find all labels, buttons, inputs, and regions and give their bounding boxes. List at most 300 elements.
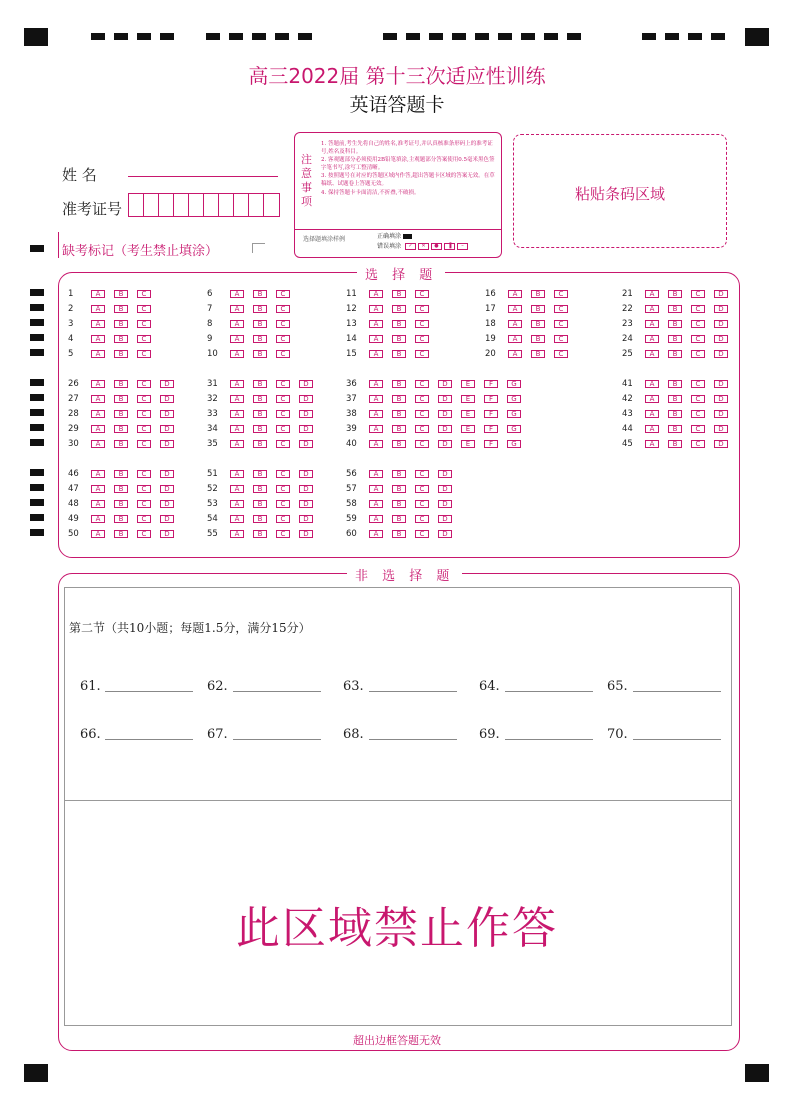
option-bubble-c[interactable]: C bbox=[137, 515, 151, 523]
side-timing-mark bbox=[30, 349, 44, 356]
option-bubble-d[interactable]: D bbox=[299, 440, 313, 448]
option-bubble-g[interactable]: G bbox=[507, 440, 521, 448]
option-bubble-a[interactable]: A bbox=[645, 425, 659, 433]
option-bubble-g[interactable]: G bbox=[507, 380, 521, 388]
option-bubble-d[interactable]: D bbox=[438, 485, 452, 493]
dot-mark-icon: ● bbox=[431, 243, 442, 250]
option-bubble-c[interactable]: C bbox=[415, 530, 429, 538]
top-timing-mark bbox=[137, 33, 151, 40]
option-bubble-c[interactable]: C bbox=[415, 335, 429, 343]
option-bubble-b[interactable]: B bbox=[114, 320, 128, 328]
option-bubble-a[interactable]: A bbox=[369, 425, 383, 433]
question-number: 38 bbox=[346, 409, 357, 419]
option-bubble-a[interactable]: A bbox=[230, 350, 244, 358]
option-bubble-d[interactable]: D bbox=[714, 395, 728, 403]
option-bubble-c[interactable]: C bbox=[415, 485, 429, 493]
option-bubble-b[interactable]: B bbox=[253, 290, 267, 298]
name-label: 姓 名 bbox=[62, 166, 97, 184]
option-bubble-b[interactable]: B bbox=[668, 320, 682, 328]
option-bubble-b[interactable]: B bbox=[668, 350, 682, 358]
option-bubble-c[interactable]: C bbox=[276, 425, 290, 433]
option-bubble-a[interactable]: A bbox=[230, 515, 244, 523]
option-bubble-g[interactable]: G bbox=[507, 425, 521, 433]
option-bubble-a[interactable]: A bbox=[369, 485, 383, 493]
question-number: 23 bbox=[622, 319, 633, 329]
option-bubble-c[interactable]: C bbox=[137, 485, 151, 493]
option-bubble-b[interactable]: B bbox=[531, 350, 545, 358]
option-bubble-b[interactable]: B bbox=[114, 395, 128, 403]
option-bubble-a[interactable]: A bbox=[91, 395, 105, 403]
check-mark-icon: ✓ bbox=[405, 243, 416, 250]
side-timing-mark bbox=[30, 484, 44, 491]
option-bubble-b[interactable]: B bbox=[392, 440, 406, 448]
option-bubble-b[interactable]: B bbox=[114, 440, 128, 448]
option-bubble-d[interactable]: D bbox=[160, 515, 174, 523]
blank-answer-line[interactable] bbox=[233, 739, 321, 740]
option-bubble-c[interactable]: C bbox=[276, 515, 290, 523]
question-number: 26 bbox=[68, 379, 79, 389]
barcode-area bbox=[513, 134, 727, 248]
question-number: 51 bbox=[207, 469, 218, 479]
option-bubble-e[interactable]: E bbox=[461, 380, 475, 388]
card-subtitle: 英语答题卡 bbox=[349, 94, 445, 116]
option-bubble-b[interactable]: B bbox=[392, 530, 406, 538]
option-bubble-a[interactable]: A bbox=[91, 530, 105, 538]
option-bubble-d[interactable]: D bbox=[160, 530, 174, 538]
top-timing-mark bbox=[229, 33, 243, 40]
option-bubble-d[interactable]: D bbox=[714, 320, 728, 328]
option-bubble-a[interactable]: A bbox=[230, 290, 244, 298]
option-bubble-b[interactable]: B bbox=[253, 440, 267, 448]
option-bubble-a[interactable]: A bbox=[369, 350, 383, 358]
option-bubble-b[interactable]: B bbox=[114, 410, 128, 418]
option-bubble-c[interactable]: C bbox=[137, 320, 151, 328]
option-bubble-c[interactable]: C bbox=[137, 410, 151, 418]
blank-answer-line[interactable] bbox=[505, 739, 593, 740]
option-bubble-b[interactable]: B bbox=[253, 425, 267, 433]
option-bubble-c[interactable]: C bbox=[276, 410, 290, 418]
option-bubble-d[interactable]: D bbox=[714, 440, 728, 448]
option-bubble-b[interactable]: B bbox=[253, 350, 267, 358]
blank-answer-line[interactable] bbox=[505, 691, 593, 692]
option-bubble-d[interactable]: D bbox=[714, 425, 728, 433]
question-number: 43 bbox=[622, 409, 633, 419]
option-bubble-c[interactable]: C bbox=[691, 350, 705, 358]
option-bubble-a[interactable]: A bbox=[369, 440, 383, 448]
side-timing-mark bbox=[30, 334, 44, 341]
option-bubble-b[interactable]: B bbox=[253, 410, 267, 418]
side-timing-mark bbox=[30, 379, 44, 386]
option-bubble-b[interactable]: B bbox=[392, 335, 406, 343]
option-bubble-d[interactable]: D bbox=[299, 530, 313, 538]
option-bubble-a[interactable]: A bbox=[230, 410, 244, 418]
option-bubble-b[interactable]: B bbox=[392, 515, 406, 523]
option-bubble-d[interactable]: D bbox=[299, 470, 313, 478]
blank-answer-line[interactable] bbox=[105, 739, 193, 740]
corner-mark bbox=[24, 28, 48, 46]
option-bubble-b[interactable]: B bbox=[114, 425, 128, 433]
option-bubble-d[interactable]: D bbox=[714, 305, 728, 313]
option-bubble-a[interactable]: A bbox=[91, 485, 105, 493]
option-bubble-a[interactable]: A bbox=[369, 410, 383, 418]
option-bubble-b[interactable]: B bbox=[114, 515, 128, 523]
option-bubble-c[interactable]: C bbox=[137, 350, 151, 358]
question-number: 50 bbox=[68, 529, 79, 539]
option-bubble-c[interactable]: C bbox=[276, 320, 290, 328]
option-bubble-c[interactable]: C bbox=[276, 350, 290, 358]
option-bubble-c[interactable]: C bbox=[415, 410, 429, 418]
top-timing-mark bbox=[521, 33, 535, 40]
option-bubble-d[interactable]: D bbox=[160, 440, 174, 448]
option-bubble-c[interactable]: C bbox=[276, 335, 290, 343]
option-bubble-b[interactable]: B bbox=[253, 320, 267, 328]
option-bubble-c[interactable]: C bbox=[415, 320, 429, 328]
option-bubble-b[interactable]: B bbox=[253, 470, 267, 478]
option-bubble-d[interactable]: D bbox=[160, 410, 174, 418]
option-bubble-b[interactable]: B bbox=[531, 335, 545, 343]
top-timing-mark bbox=[114, 33, 128, 40]
option-bubble-b[interactable]: B bbox=[531, 305, 545, 313]
option-bubble-d[interactable]: D bbox=[714, 290, 728, 298]
side-timing-mark bbox=[30, 499, 44, 506]
option-bubble-c[interactable]: C bbox=[554, 320, 568, 328]
option-bubble-c[interactable]: C bbox=[137, 305, 151, 313]
option-bubble-c[interactable]: C bbox=[276, 470, 290, 478]
option-bubble-c[interactable]: C bbox=[691, 290, 705, 298]
side-timing-mark bbox=[30, 304, 44, 311]
option-bubble-c[interactable]: C bbox=[137, 425, 151, 433]
option-bubble-a[interactable]: A bbox=[230, 320, 244, 328]
option-bubble-d[interactable]: D bbox=[714, 410, 728, 418]
option-bubble-d[interactable]: D bbox=[160, 380, 174, 388]
option-bubble-c[interactable]: C bbox=[691, 335, 705, 343]
question-number: 45 bbox=[622, 439, 633, 449]
option-bubble-a[interactable]: A bbox=[369, 470, 383, 478]
question-number: 57 bbox=[346, 484, 357, 494]
option-bubble-e[interactable]: E bbox=[461, 395, 475, 403]
option-bubble-b[interactable]: B bbox=[392, 350, 406, 358]
option-bubble-c[interactable]: C bbox=[276, 290, 290, 298]
option-bubble-a[interactable]: A bbox=[645, 335, 659, 343]
option-bubble-f[interactable]: F bbox=[484, 425, 498, 433]
option-bubble-a[interactable]: A bbox=[508, 305, 522, 313]
option-bubble-c[interactable]: C bbox=[137, 395, 151, 403]
corner-mark bbox=[745, 1064, 769, 1082]
option-bubble-a[interactable]: A bbox=[91, 380, 105, 388]
option-bubble-b[interactable]: B bbox=[253, 515, 267, 523]
option-bubble-a[interactable]: A bbox=[230, 470, 244, 478]
option-bubble-a[interactable]: A bbox=[369, 500, 383, 508]
option-bubble-c[interactable]: C bbox=[691, 320, 705, 328]
option-bubble-c[interactable]: C bbox=[276, 500, 290, 508]
option-bubble-e[interactable]: E bbox=[461, 425, 475, 433]
option-bubble-c[interactable]: C bbox=[415, 470, 429, 478]
question-number: 40 bbox=[346, 439, 357, 449]
option-bubble-c[interactable]: C bbox=[691, 305, 705, 313]
option-bubble-a[interactable]: A bbox=[369, 320, 383, 328]
option-bubble-c[interactable]: C bbox=[554, 305, 568, 313]
option-bubble-a[interactable]: A bbox=[91, 410, 105, 418]
option-bubble-d[interactable]: D bbox=[299, 380, 313, 388]
option-bubble-c[interactable]: C bbox=[137, 500, 151, 508]
option-bubble-b[interactable]: B bbox=[253, 335, 267, 343]
option-bubble-d[interactable]: D bbox=[160, 485, 174, 493]
question-number: 7 bbox=[207, 304, 213, 314]
option-bubble-c[interactable]: C bbox=[415, 440, 429, 448]
option-bubble-f[interactable]: F bbox=[484, 410, 498, 418]
blank-answer-line[interactable] bbox=[369, 691, 457, 692]
option-bubble-c[interactable]: C bbox=[415, 500, 429, 508]
blank-answer-line[interactable] bbox=[633, 691, 721, 692]
option-bubble-a[interactable]: A bbox=[230, 395, 244, 403]
question-number: 28 bbox=[68, 409, 79, 419]
option-bubble-c[interactable]: C bbox=[415, 425, 429, 433]
top-timing-mark bbox=[406, 33, 420, 40]
option-bubble-b[interactable]: B bbox=[668, 425, 682, 433]
option-bubble-b[interactable]: B bbox=[114, 485, 128, 493]
option-bubble-b[interactable]: B bbox=[253, 485, 267, 493]
option-bubble-b[interactable]: B bbox=[531, 320, 545, 328]
option-bubble-c[interactable]: C bbox=[554, 350, 568, 358]
option-bubble-b[interactable]: B bbox=[392, 500, 406, 508]
option-bubble-d[interactable]: D bbox=[160, 425, 174, 433]
option-bubble-d[interactable]: D bbox=[438, 470, 452, 478]
option-bubble-b[interactable]: B bbox=[392, 485, 406, 493]
blank-number: 65. bbox=[607, 679, 628, 694]
option-bubble-d[interactable]: D bbox=[438, 425, 452, 433]
option-bubble-c[interactable]: C bbox=[276, 305, 290, 313]
option-bubble-a[interactable]: A bbox=[645, 395, 659, 403]
option-bubble-a[interactable]: A bbox=[91, 290, 105, 298]
option-bubble-b[interactable]: B bbox=[253, 380, 267, 388]
option-bubble-a[interactable]: A bbox=[645, 290, 659, 298]
option-bubble-a[interactable]: A bbox=[369, 335, 383, 343]
option-bubble-a[interactable]: A bbox=[369, 305, 383, 313]
option-bubble-c[interactable]: C bbox=[691, 380, 705, 388]
option-bubble-f[interactable]: F bbox=[484, 380, 498, 388]
option-bubble-b[interactable]: B bbox=[392, 410, 406, 418]
option-bubble-b[interactable]: B bbox=[392, 305, 406, 313]
option-bubble-a[interactable]: A bbox=[645, 380, 659, 388]
option-bubble-c[interactable]: C bbox=[691, 440, 705, 448]
name-field[interactable] bbox=[128, 176, 278, 177]
option-bubble-b[interactable]: B bbox=[114, 290, 128, 298]
option-bubble-c[interactable]: C bbox=[137, 380, 151, 388]
option-bubble-d[interactable]: D bbox=[438, 530, 452, 538]
option-bubble-a[interactable]: A bbox=[91, 470, 105, 478]
option-bubble-b[interactable]: B bbox=[114, 470, 128, 478]
option-bubble-d[interactable]: D bbox=[438, 515, 452, 523]
option-bubble-b[interactable]: B bbox=[668, 305, 682, 313]
forbidden-zone-text: 此区域禁止作答 bbox=[236, 903, 558, 954]
blank-answer-line[interactable] bbox=[633, 739, 721, 740]
option-bubble-d[interactable]: D bbox=[299, 410, 313, 418]
blank-answer-line[interactable] bbox=[369, 739, 457, 740]
option-bubble-a[interactable]: A bbox=[369, 530, 383, 538]
option-bubble-a[interactable]: A bbox=[645, 305, 659, 313]
option-bubble-a[interactable]: A bbox=[230, 425, 244, 433]
option-bubble-d[interactable]: D bbox=[160, 500, 174, 508]
option-bubble-a[interactable]: A bbox=[91, 320, 105, 328]
option-bubble-b[interactable]: B bbox=[668, 410, 682, 418]
option-bubble-a[interactable]: A bbox=[91, 335, 105, 343]
option-bubble-d[interactable]: D bbox=[714, 350, 728, 358]
option-bubble-b[interactable]: B bbox=[114, 530, 128, 538]
option-bubble-g[interactable]: G bbox=[507, 410, 521, 418]
divider bbox=[64, 800, 731, 801]
option-bubble-d[interactable]: D bbox=[160, 395, 174, 403]
option-bubble-b[interactable]: B bbox=[114, 350, 128, 358]
option-bubble-d[interactable]: D bbox=[299, 395, 313, 403]
option-bubble-a[interactable]: A bbox=[508, 350, 522, 358]
option-bubble-a[interactable]: A bbox=[230, 335, 244, 343]
option-bubble-a[interactable]: A bbox=[645, 350, 659, 358]
option-bubble-a[interactable]: A bbox=[369, 380, 383, 388]
option-bubble-d[interactable]: D bbox=[714, 335, 728, 343]
option-bubble-c[interactable]: C bbox=[137, 290, 151, 298]
blank-number: 69. bbox=[479, 727, 500, 742]
option-bubble-b[interactable]: B bbox=[253, 395, 267, 403]
question-number: 2 bbox=[68, 304, 74, 314]
question-number: 48 bbox=[68, 499, 79, 509]
option-bubble-d[interactable]: D bbox=[299, 425, 313, 433]
notice-item: 1. 答题前,考生先将自己的姓名,准考证号,并认真核准条形码上的准考证号,姓名及科目。 bbox=[321, 141, 493, 155]
option-bubble-d[interactable]: D bbox=[438, 380, 452, 388]
option-bubble-a[interactable]: A bbox=[508, 320, 522, 328]
option-bubble-d[interactable]: D bbox=[438, 440, 452, 448]
option-bubble-a[interactable]: A bbox=[369, 395, 383, 403]
option-bubble-b[interactable]: B bbox=[114, 335, 128, 343]
option-bubble-d[interactable]: D bbox=[714, 380, 728, 388]
option-bubble-b[interactable]: B bbox=[392, 290, 406, 298]
side-timing-mark bbox=[30, 394, 44, 401]
question-number: 33 bbox=[207, 409, 218, 419]
option-bubble-a[interactable]: A bbox=[91, 350, 105, 358]
option-bubble-d[interactable]: D bbox=[299, 515, 313, 523]
option-bubble-c[interactable]: C bbox=[276, 485, 290, 493]
question-number: 12 bbox=[346, 304, 357, 314]
option-bubble-d[interactable]: D bbox=[438, 500, 452, 508]
option-bubble-d[interactable]: D bbox=[160, 470, 174, 478]
option-bubble-c[interactable]: C bbox=[276, 380, 290, 388]
option-bubble-d[interactable]: D bbox=[299, 485, 313, 493]
option-bubble-c[interactable]: C bbox=[691, 410, 705, 418]
option-bubble-b[interactable]: B bbox=[392, 425, 406, 433]
wrong-label: 错误填涂 bbox=[377, 243, 402, 250]
option-bubble-b[interactable]: B bbox=[668, 335, 682, 343]
blank-answer-line[interactable] bbox=[105, 691, 193, 692]
option-bubble-b[interactable]: B bbox=[392, 395, 406, 403]
option-bubble-b[interactable]: B bbox=[253, 305, 267, 313]
option-bubble-a[interactable]: A bbox=[369, 515, 383, 523]
option-bubble-a[interactable]: A bbox=[645, 410, 659, 418]
option-bubble-b[interactable]: B bbox=[668, 380, 682, 388]
option-bubble-a[interactable]: A bbox=[91, 425, 105, 433]
option-bubble-c[interactable]: C bbox=[276, 530, 290, 538]
option-bubble-c[interactable]: C bbox=[137, 440, 151, 448]
option-bubble-c[interactable]: C bbox=[415, 305, 429, 313]
option-bubble-b[interactable]: B bbox=[114, 305, 128, 313]
question-number: 11 bbox=[346, 289, 357, 299]
question-number: 18 bbox=[485, 319, 496, 329]
option-bubble-c[interactable]: C bbox=[415, 350, 429, 358]
option-bubble-c[interactable]: C bbox=[137, 335, 151, 343]
option-bubble-b[interactable]: B bbox=[392, 470, 406, 478]
option-bubble-b[interactable]: B bbox=[668, 395, 682, 403]
option-bubble-b[interactable]: B bbox=[531, 290, 545, 298]
option-bubble-a[interactable]: A bbox=[230, 440, 244, 448]
option-bubble-d[interactable]: D bbox=[438, 395, 452, 403]
option-bubble-a[interactable]: A bbox=[91, 305, 105, 313]
option-bubble-c[interactable]: C bbox=[276, 440, 290, 448]
option-bubble-b[interactable]: B bbox=[668, 440, 682, 448]
option-bubble-b[interactable]: B bbox=[114, 500, 128, 508]
question-number: 56 bbox=[346, 469, 357, 479]
option-bubble-e[interactable]: E bbox=[461, 440, 475, 448]
option-bubble-a[interactable]: A bbox=[230, 380, 244, 388]
option-bubble-b[interactable]: B bbox=[114, 380, 128, 388]
option-bubble-a[interactable]: A bbox=[230, 530, 244, 538]
absent-mark-box[interactable] bbox=[252, 243, 265, 253]
option-bubble-a[interactable]: A bbox=[230, 500, 244, 508]
option-bubble-a[interactable]: A bbox=[508, 335, 522, 343]
option-bubble-b[interactable]: B bbox=[392, 320, 406, 328]
option-bubble-a[interactable]: A bbox=[91, 500, 105, 508]
option-bubble-c[interactable]: C bbox=[415, 515, 429, 523]
top-timing-mark bbox=[383, 33, 397, 40]
option-bubble-b[interactable]: B bbox=[668, 290, 682, 298]
option-bubble-a[interactable]: A bbox=[645, 320, 659, 328]
top-timing-mark bbox=[298, 33, 312, 40]
top-timing-mark bbox=[665, 33, 679, 40]
question-number: 15 bbox=[346, 349, 357, 359]
id-number-boxes[interactable] bbox=[128, 193, 280, 217]
option-bubble-e[interactable]: E bbox=[461, 410, 475, 418]
option-bubble-a[interactable]: A bbox=[230, 485, 244, 493]
option-bubble-c[interactable]: C bbox=[691, 395, 705, 403]
option-bubble-a[interactable]: A bbox=[230, 305, 244, 313]
option-bubble-d[interactable]: D bbox=[299, 500, 313, 508]
question-number: 9 bbox=[207, 334, 213, 344]
option-bubble-g[interactable]: G bbox=[507, 395, 521, 403]
question-number: 52 bbox=[207, 484, 218, 494]
option-bubble-c[interactable]: C bbox=[415, 380, 429, 388]
option-bubble-a[interactable]: A bbox=[645, 440, 659, 448]
blank-answer-line[interactable] bbox=[233, 691, 321, 692]
option-bubble-f[interactable]: F bbox=[484, 440, 498, 448]
option-bubble-a[interactable]: A bbox=[91, 515, 105, 523]
option-bubble-c[interactable]: C bbox=[554, 290, 568, 298]
option-bubble-c[interactable]: C bbox=[276, 395, 290, 403]
option-bubble-d[interactable]: D bbox=[438, 410, 452, 418]
option-bubble-b[interactable]: B bbox=[253, 530, 267, 538]
line-mark-icon: – bbox=[457, 243, 468, 250]
option-bubble-c[interactable]: C bbox=[691, 425, 705, 433]
option-bubble-b[interactable]: B bbox=[253, 500, 267, 508]
option-bubble-c[interactable]: C bbox=[137, 470, 151, 478]
side-timing-mark bbox=[30, 439, 44, 446]
option-bubble-c[interactable]: C bbox=[137, 530, 151, 538]
option-bubble-a[interactable]: A bbox=[91, 440, 105, 448]
option-bubble-c[interactable]: C bbox=[415, 395, 429, 403]
option-bubble-b[interactable]: B bbox=[392, 380, 406, 388]
option-bubble-a[interactable]: A bbox=[369, 290, 383, 298]
option-bubble-c[interactable]: C bbox=[554, 335, 568, 343]
top-timing-mark bbox=[711, 33, 725, 40]
option-bubble-c[interactable]: C bbox=[415, 290, 429, 298]
option-bubble-f[interactable]: F bbox=[484, 395, 498, 403]
option-bubble-a[interactable]: A bbox=[508, 290, 522, 298]
